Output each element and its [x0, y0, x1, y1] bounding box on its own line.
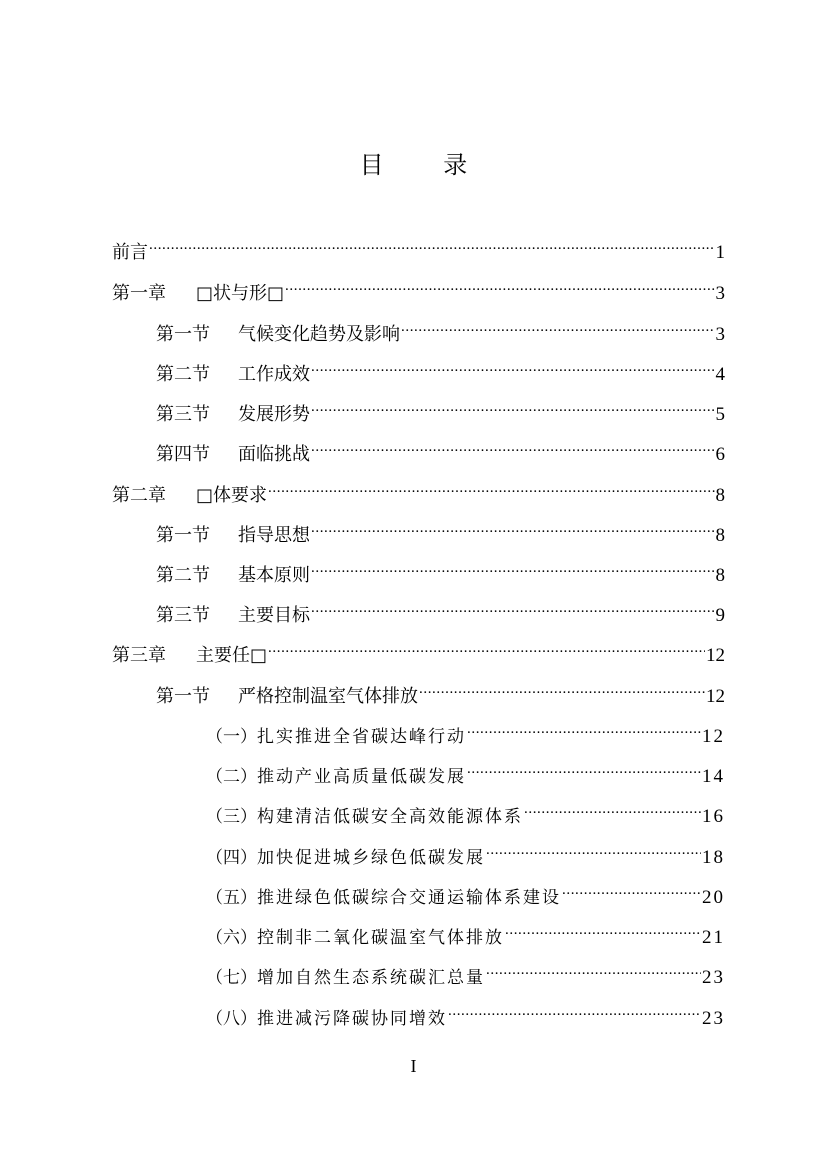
- toc-entry-label: 前言: [112, 242, 148, 263]
- toc-entry-page: 9: [715, 605, 725, 626]
- toc-entry-chapter-3[interactable]: [112, 635, 725, 666]
- toc-entry-page: 4: [715, 364, 725, 385]
- toc-entry-number: （八）: [206, 1009, 257, 1029]
- dot-leader: [486, 957, 701, 983]
- toc-entry-number: 第一章: [112, 283, 166, 304]
- toc-entry-label: 严格控制温室气体排放: [238, 686, 418, 707]
- dot-leader: [311, 394, 715, 420]
- dot-leader: [448, 998, 701, 1024]
- toc-entry-section[interactable]: [156, 354, 725, 385]
- toc-entry-label: 构建清洁低碳安全高效能源体系: [257, 807, 523, 827]
- toc-entry-subsection[interactable]: [206, 957, 725, 988]
- toc-entry-number: 第四节: [156, 444, 210, 465]
- toc-entry-page: 14: [702, 766, 725, 787]
- toc-entry-section[interactable]: [156, 676, 725, 707]
- toc-entry-page: 8: [715, 525, 725, 546]
- toc-entry-page: 5: [715, 404, 725, 425]
- toc-entry-page: 8: [715, 565, 725, 586]
- toc-entry-number: （四）: [206, 848, 257, 868]
- dot-leader: [268, 635, 705, 661]
- toc-entry-section[interactable]: [156, 515, 725, 546]
- toc-entry-number: 第二章: [112, 485, 166, 506]
- dot-leader: [419, 676, 705, 702]
- toc-entry-number: （五）: [206, 888, 257, 908]
- toc-entry-page: 3: [715, 324, 725, 345]
- toc-entry-chapter-2[interactable]: [112, 475, 725, 506]
- toc-entry-label: 主要目标: [238, 605, 310, 626]
- toc-entry-number: 第二节: [156, 364, 210, 385]
- toc-entry-section[interactable]: [156, 595, 725, 626]
- toc-entry-page: 23: [702, 967, 725, 988]
- toc-entry-number: 第一节: [156, 525, 210, 546]
- toc-entry-section[interactable]: [156, 314, 725, 345]
- page-number: I: [410, 1056, 417, 1076]
- toc-entry-label: 加快促进城乡绿色低碳发展: [257, 848, 485, 868]
- dot-leader: [311, 595, 715, 621]
- toc-entry-label: 控制非二氧化碳温室气体排放: [257, 928, 504, 948]
- toc-entry-page: 18: [702, 847, 725, 868]
- toc-entry-number: （二）: [206, 767, 257, 787]
- toc-entry-label: 推进减污降碳协同增效: [257, 1009, 447, 1029]
- toc-entry-page: 21: [702, 927, 725, 948]
- toc-entry-number: 第三章: [112, 645, 166, 666]
- dot-leader: [285, 273, 714, 299]
- toc-entry-page: 20: [702, 887, 725, 908]
- toc-entry-number: 第二节: [156, 565, 210, 586]
- toc-entry-subsection[interactable]: [206, 796, 725, 827]
- dot-leader: [311, 434, 715, 460]
- dot-leader: [467, 756, 701, 782]
- toc-entry-number: （三）: [206, 807, 257, 827]
- toc-entry-label: 扎实推进全省碳达峰行动: [257, 727, 466, 747]
- dot-leader: [486, 837, 701, 863]
- toc-entry-number: 第三节: [156, 605, 210, 626]
- toc-entry-subsection[interactable]: [206, 837, 725, 868]
- toc-entry-label: 发展形势: [238, 404, 310, 425]
- toc-entry-subsection[interactable]: [206, 917, 725, 948]
- dot-leader: [562, 877, 701, 903]
- toc-entry-subsection[interactable]: [206, 877, 725, 908]
- dot-leader: [311, 354, 715, 380]
- toc-entry-label: 气候变化趋势及影响: [238, 324, 400, 345]
- toc-entry-page: 1: [715, 242, 725, 263]
- dot-leader: [505, 917, 701, 943]
- toc-entry-subsection[interactable]: [206, 756, 725, 787]
- toc-entry-preface[interactable]: [112, 232, 725, 263]
- dot-leader: [467, 716, 701, 742]
- toc-entry-page: 12: [706, 645, 725, 666]
- toc-entry-page: 12: [702, 726, 725, 747]
- toc-entry-page: 16: [702, 806, 725, 827]
- dot-leader: [311, 555, 715, 581]
- toc-entry-number: （七）: [206, 968, 257, 988]
- toc-entry-number: 第一节: [156, 324, 210, 345]
- toc-entry-number: （六）: [206, 928, 257, 948]
- toc-entry-label: □体要求: [196, 485, 268, 506]
- dot-leader: [149, 232, 715, 258]
- toc-entry-label: 推动产业高质量低碳发展: [257, 767, 466, 787]
- toc-entry-number: （一）: [206, 727, 257, 747]
- toc-entry-label: 指导思想: [238, 525, 310, 546]
- toc-entry-label: 工作成效: [238, 364, 310, 385]
- toc-entry-page: 23: [702, 1008, 725, 1029]
- toc-entry-section[interactable]: [156, 555, 725, 586]
- toc-entry-label: 增加自然生态系统碳汇总量: [257, 968, 485, 988]
- toc-entry-page: 12: [706, 686, 725, 707]
- dot-leader: [401, 314, 715, 340]
- toc-entry-subsection[interactable]: [206, 716, 725, 747]
- toc-entry-chapter-1[interactable]: [112, 273, 725, 304]
- toc-entry-subsection[interactable]: [206, 998, 725, 1029]
- toc-entry-page: 6: [715, 444, 725, 465]
- dot-leader: [311, 515, 715, 541]
- toc-entry-label: 面临挑战: [238, 444, 310, 465]
- toc-entry-number: 第一节: [156, 686, 210, 707]
- toc-entry-label: 推进绿色低碳综合交通运输体系建设: [257, 888, 561, 908]
- toc-entry-page: 8: [715, 485, 725, 506]
- toc-entry-section[interactable]: [156, 434, 725, 465]
- toc-entry-label: □状与形□: [196, 283, 285, 304]
- toc-entry-section[interactable]: [156, 394, 725, 425]
- toc-entry-label: 基本原则: [238, 565, 310, 586]
- dot-leader: [268, 475, 714, 501]
- toc-entry-page: 3: [715, 283, 725, 304]
- toc-entry-label: 主要任□: [196, 645, 268, 666]
- dot-leader: [524, 796, 701, 822]
- toc-entry-number: 第三节: [156, 404, 210, 425]
- toc-title: 目 录: [359, 151, 494, 179]
